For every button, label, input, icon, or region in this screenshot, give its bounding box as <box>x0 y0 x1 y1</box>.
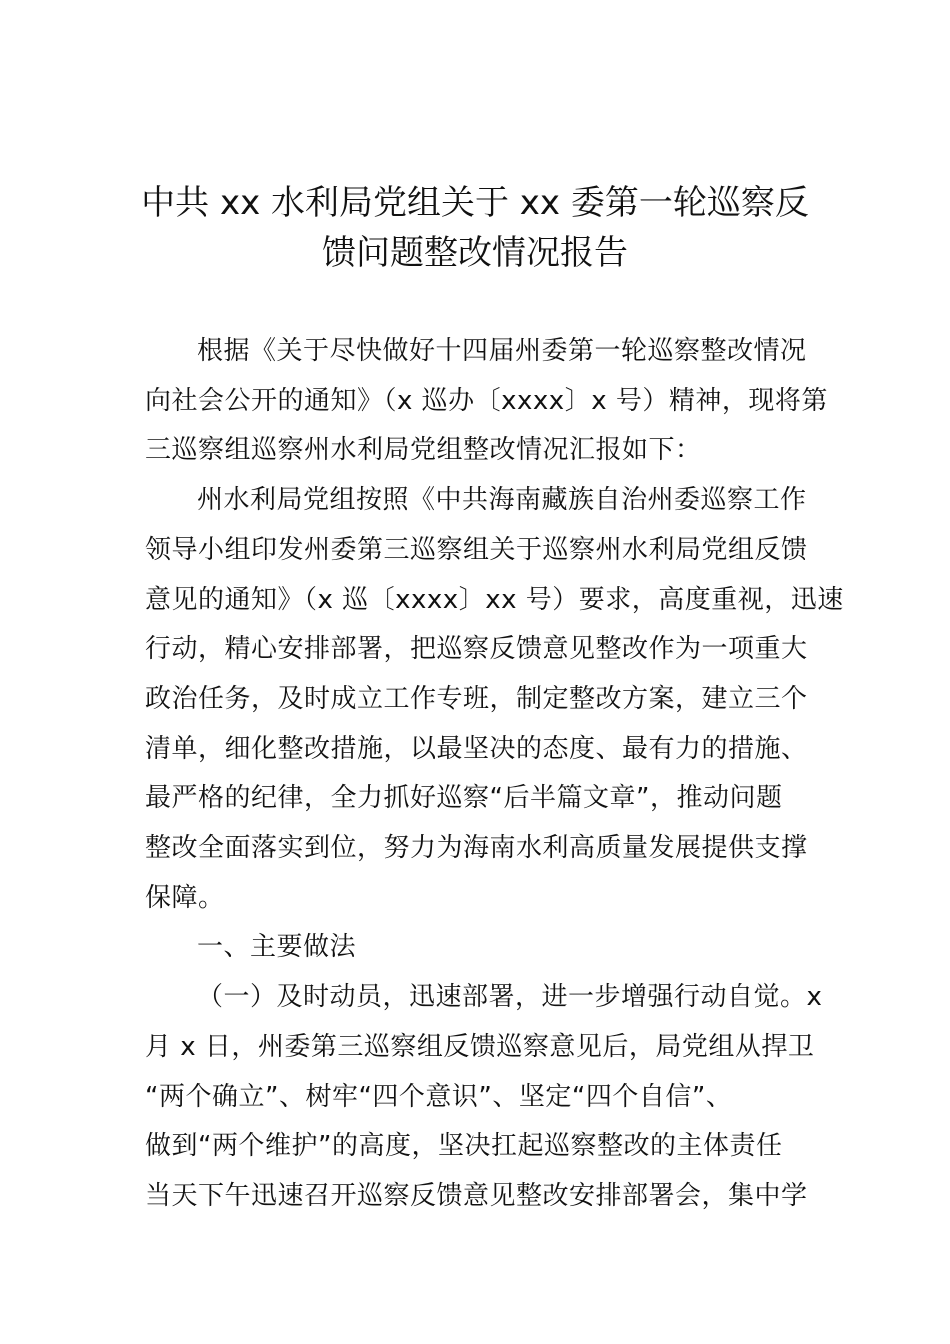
text-line: 做到“两个维护”的高度，坚决扛起巡察整改的主体责任 <box>145 1131 783 1162</box>
title-line: 馈问题整改情况报告 <box>322 233 628 273</box>
text-line: 一、主要做法 <box>197 932 357 963</box>
text-line: 三巡察组巡察州水利局党组整改情况汇报如下： <box>145 435 702 466</box>
text-line: 月 x 日，州委第三巡察组反馈巡察意见后，局党组从捍卫 <box>145 1031 815 1062</box>
text-line: 政治任务，及时成立工作专班，制定整改方案，建立三个 <box>145 683 808 714</box>
text-line: 根据《关于尽快做好十四届州委第一轮巡察整改情况 <box>197 336 807 366</box>
title-line: 中共 xx 水利局党组关于 xx 委第一轮巡察反 <box>141 183 809 223</box>
text-line: 保障。 <box>145 882 225 913</box>
text-line: 最严格的纪律，全力抓好巡察“后半篇文章”，推动问题 <box>145 783 783 814</box>
text-line: 清单，细化整改措施，以最坚决的态度、最有力的措施、 <box>145 733 808 764</box>
text-line: 行动，精心安排部署，把巡察反馈意见整改作为一项重大 <box>145 634 808 665</box>
paragraph-overview <box>145 476 844 923</box>
text-line: （一）及时动员，迅速部署，进一步增强行动自觉。x <box>197 982 823 1013</box>
text-line: 向社会公开的通知》（x 巡办〔xxxx〕x 号）精神，现将第 <box>145 385 828 416</box>
document-body <box>145 327 844 1222</box>
text-line: “两个确立”、树牢“四个意识”、坚定“四个自信”、 <box>145 1081 733 1112</box>
section-heading <box>145 923 810 973</box>
document-title <box>140 178 810 278</box>
paragraph-intro <box>145 327 828 476</box>
text-line: 整改全面落实到位，努力为海南水利高质量发展提供支撑 <box>145 833 808 864</box>
text-line: 意见的通知》（x 巡〔xxxx〕xx 号）要求，高度重视，迅速 <box>145 584 844 615</box>
text-line: 州水利局党组按照《中共海南藏族自治州委巡察工作 <box>197 485 807 516</box>
text-line: 领导小组印发州委第三巡察组关于巡察州水利局党组反馈 <box>145 534 808 565</box>
paragraph-section-1 <box>145 973 823 1222</box>
text-line: 当天下午迅速召开巡察反馈意见整改安排部署会，集中学 <box>145 1180 808 1211</box>
